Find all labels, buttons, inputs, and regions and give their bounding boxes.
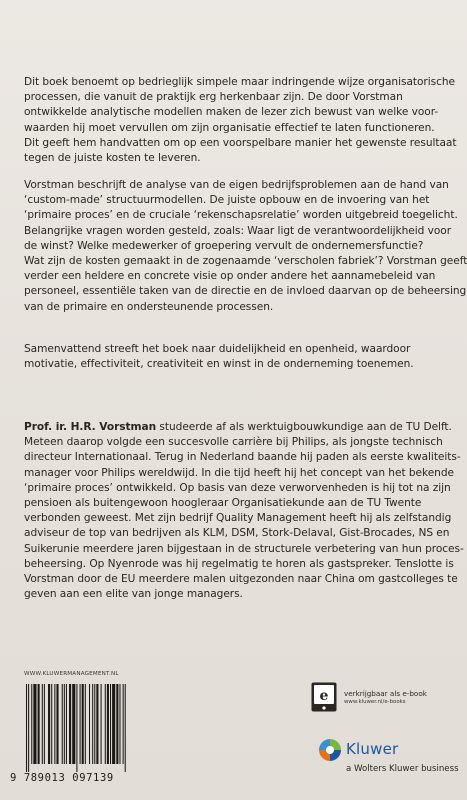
text-line: tegen de juiste kosten te leveren. — [24, 152, 201, 165]
text-line: van de primaire en ondersteunende processen. — [24, 300, 274, 313]
text-line: ‘primaire proces’ ontwikkeld. Op basis van deze verworvenheden is hij tot na zijn — [24, 481, 451, 494]
isbn-barcode — [10, 684, 180, 790]
bio-first-line — [24, 420, 454, 435]
barcode-bar — [56, 684, 58, 764]
text-line: Belangrijke vragen worden gesteld, zoals: Waar ligt de verantwoordelijkheid voor — [24, 224, 451, 237]
ebook-badge — [311, 682, 461, 716]
text-line: verder een heldere en concrete visie op onder andere het aannamebeleid van — [24, 270, 436, 283]
text-line: Wat zijn de kosten gemaakt in de zogenaamde ‘verscholen fabriek’? Vorstman geeft — [24, 255, 467, 268]
barcode-bar — [31, 684, 32, 764]
text-line: ‘custom-made’ structuurmodellen. De juiste opbouw en de invoering van het — [24, 194, 430, 207]
barcode-bar — [110, 684, 111, 764]
text-line: ‘primaire proces’ en de cruciale ‘rekenschapsrelatie’ worden uitgebreid toegelicht. — [24, 209, 458, 222]
publisher-name: Kluwer — [346, 740, 399, 758]
ebook-label: verkrijgbaar als e-book — [344, 689, 427, 698]
text-line: verbonden geweest. Met zijn bedrijf Quality Management heeft hij als zelfstandig — [24, 512, 452, 525]
barcode-bar — [33, 684, 36, 764]
text-line: manager voor Philips wereldwijd. In die tijd heeft hij het concept van het bekende — [24, 466, 454, 479]
barcode-bar — [94, 684, 95, 764]
text-line: directeur Internationaal. Terug in Nederland baande hij paden als eerste kwaliteits- — [24, 451, 461, 464]
barcode-bar — [26, 684, 27, 772]
publisher-logo — [318, 738, 467, 788]
text-line: Dit boek benoemt op bedrieglijk simpele maar indringende wijze organisatorische — [24, 76, 455, 88]
text-line: geven aan een elite van jonge managers. — [24, 588, 243, 601]
barcode-bar — [105, 684, 106, 764]
text-line: Suikerunie meerdere jaren bijgestaan in de structurele verbetering van hun proces- — [24, 542, 464, 555]
barcode-bar — [44, 684, 45, 764]
barcode-bar — [96, 684, 98, 764]
barcode-bar — [54, 684, 55, 764]
website-url: WWW.KLUWERMANAGEMENT.NL — [24, 671, 119, 677]
barcode-bar — [107, 684, 109, 764]
text-line: de winst? Welke medewerker of groepering vervult de ondernemersfunctie? — [24, 239, 424, 252]
barcode-bar — [72, 684, 75, 764]
barcode-bar — [123, 684, 124, 764]
text-line: Samenvattend streeft het boek naar duidelijkheid en openheid, waardoor — [24, 343, 411, 355]
text-line: Vorstman beschrijft de analyse van de eigen bedrijfsproblemen aan de hand van — [24, 179, 449, 191]
text-line: beheersing. Op Nyenrode was hij regelmatig te horen als gastspreker. Tenslotte is — [24, 557, 454, 570]
text-line: Meteen daarop volgde een succesvolle carrière bij Philips, als jongste technisch — [24, 436, 443, 449]
barcode-bar — [62, 684, 63, 764]
text-line: Vorstman door de EU meerdere malen uitgezonden naar China om gastcolleges te — [24, 573, 458, 586]
barcode-bar — [42, 684, 43, 764]
barcode-bar — [119, 684, 120, 764]
text-line: personeel, essentiële taken van de directie en de invloed daarvan op de beheersing — [24, 285, 467, 298]
barcode-bar — [82, 684, 84, 764]
barcode-bar — [112, 684, 115, 764]
barcode-bar — [38, 684, 40, 764]
text-fragment: studeerde af als werktuigbouwkundige aan de TU Delft. — [156, 421, 452, 433]
barcode-bar — [51, 684, 52, 764]
barcode-bar — [89, 684, 90, 764]
paragraph-intro — [24, 75, 457, 166]
text-line: motivatie, effectiviteit, creativiteit en winst in de onderneming toenemen. — [24, 358, 414, 371]
author-name: Prof. ir. H.R. Vorstman — [24, 421, 157, 433]
barcode-bar — [76, 684, 77, 772]
text-line: Dit geeft hem handvatten om op een voorspelbare manier het gewenste resultaat — [24, 136, 457, 149]
barcode-bar — [64, 684, 65, 764]
text-line: adviseur de top van bedrijven als KLM, DSM, Stork-Delaval, Gist-Brocades, NS en — [24, 527, 450, 540]
barcode-bar — [66, 684, 67, 764]
barcode-bar — [69, 684, 71, 764]
author-bio — [24, 420, 464, 602]
svg-text:e: e — [319, 688, 329, 704]
text-line: waarden hij moet vervullen om zijn organisatie effectief te laten functioneren. — [24, 121, 435, 134]
paragraph-analysis — [24, 178, 467, 315]
text-line: processen, die vanuit de praktijk erg herkenbaar zijn. De door Vorstman — [24, 91, 403, 104]
ebook-url: www.kluwer.nl/e-books — [344, 699, 406, 705]
barcode-bar — [85, 684, 86, 764]
barcode-bar — [48, 684, 50, 764]
text-line: pensioen als buitengewoon hoogleraar Organisatiekunde aan de TU Twente — [24, 497, 422, 510]
paragraph-summary — [24, 342, 454, 372]
barcode-bar — [28, 684, 29, 772]
barcode-bar — [116, 684, 118, 764]
kluwer-logo-icon — [318, 738, 342, 762]
barcode-bar — [92, 684, 93, 764]
barcode-graphic — [24, 684, 174, 772]
barcode-bar — [125, 684, 126, 772]
e-book-icon — [311, 682, 337, 712]
barcode-bar — [101, 684, 102, 764]
barcode-bar — [80, 684, 81, 764]
text-line: ontwikkelde analytische modellen maken de lezer zich bewust van welke voor- — [24, 106, 439, 119]
isbn-number: 9 789013 097139 — [10, 772, 114, 784]
publisher-tagline: a Wolters Kluwer business — [346, 764, 459, 774]
